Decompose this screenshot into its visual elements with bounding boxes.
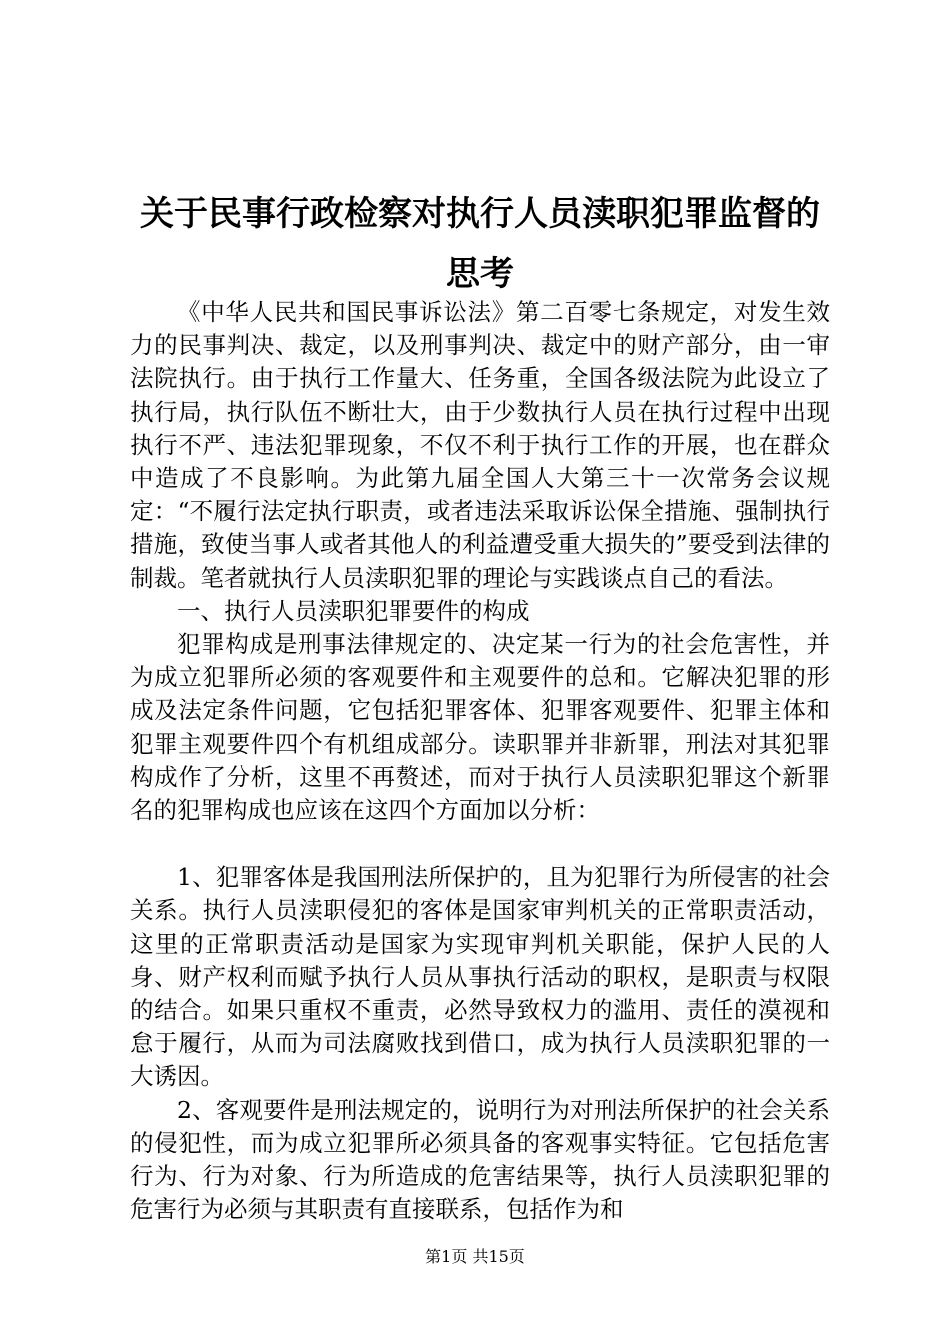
paragraph-spacer (130, 827, 830, 861)
document-title-line-1: 关于民事行政检察对执行人员渎职犯罪监督的 (140, 194, 820, 234)
section-heading-1: 一、执行人员渎职犯罪要件的构成 (177, 596, 530, 625)
paragraph-crime-composition: 犯罪构成是刑事法律规定的、决定某一行为的社会危害性，并为成立犯罪所必须的客观要件和主观要件的总和。它解决犯罪的形成及法定条件问题，它包括犯罪客体、犯罪客观要件、犯罪主体和犯罪主观要件四个有机组成部分。读职罪并非新罪，刑法对其犯罪构成作了分析，这里不再赘述，而对于执行人员渎职犯罪这个新罪名的犯罪构成也应该在这四个方面加以分析： (130, 630, 830, 825)
document-body (130, 296, 830, 1226)
page-footer: 第1页 共15页 (425, 1247, 525, 1266)
document-title-line-2: 思考 (446, 254, 514, 294)
paragraph-intro: 《中华人民共和国民事诉讼法》第二百零七条规定，对发生效力的民事判决、裁定，以及刑事判决、裁定中的财产部分，由一审法院执行。由于执行工作量大、任务重，全国各级法院为此设立了执行局，执行队伍不断壮大，由于少数执行人员在执行过程中出现执行不严、违法犯罪现象，不仅不利于执行工作的开展，也在群众中造成了不良影响。为此第九届全国人大第三十一次常务会议规定：“不履行法定执行职责，或者违法采取诉讼保全措施、强制执行措施，致使当事人或者其他人的利益遭受重大损失的”要受到法律的制裁。笔者就执行人员渎职犯罪的理论与实践谈点自己的看法。 (130, 298, 830, 592)
paragraph-objective-element: 2、客观要件是刑法规定的，说明行为对刑法所保护的社会关系的侵犯性，而为成立犯罪所必须具备的客观事实特征。它包括危害行为、行为对象、行为所造成的危害结果等，执行人员渎职犯罪的危害行为必须与其职责有直接联系，包括作为和 (130, 1095, 830, 1224)
paragraph-crime-object: 1、犯罪客体是我国刑法所保护的，且为犯罪行为所侵害的社会关系。执行人员渎职侵犯的客体是国家审判机关的正常职责活动，这里的正常职责活动是国家为实现审判机关职能，保护人民的人身、财产权利而赋予执行人员从事执行活动的职权，是职责与权限的结合。如果只重权不重责，必然导致权力的滥用、责任的漠视和怠于履行，从而为司法腐败找到借口，成为执行人员渎职犯罪的一大诱因。 (130, 863, 830, 1091)
